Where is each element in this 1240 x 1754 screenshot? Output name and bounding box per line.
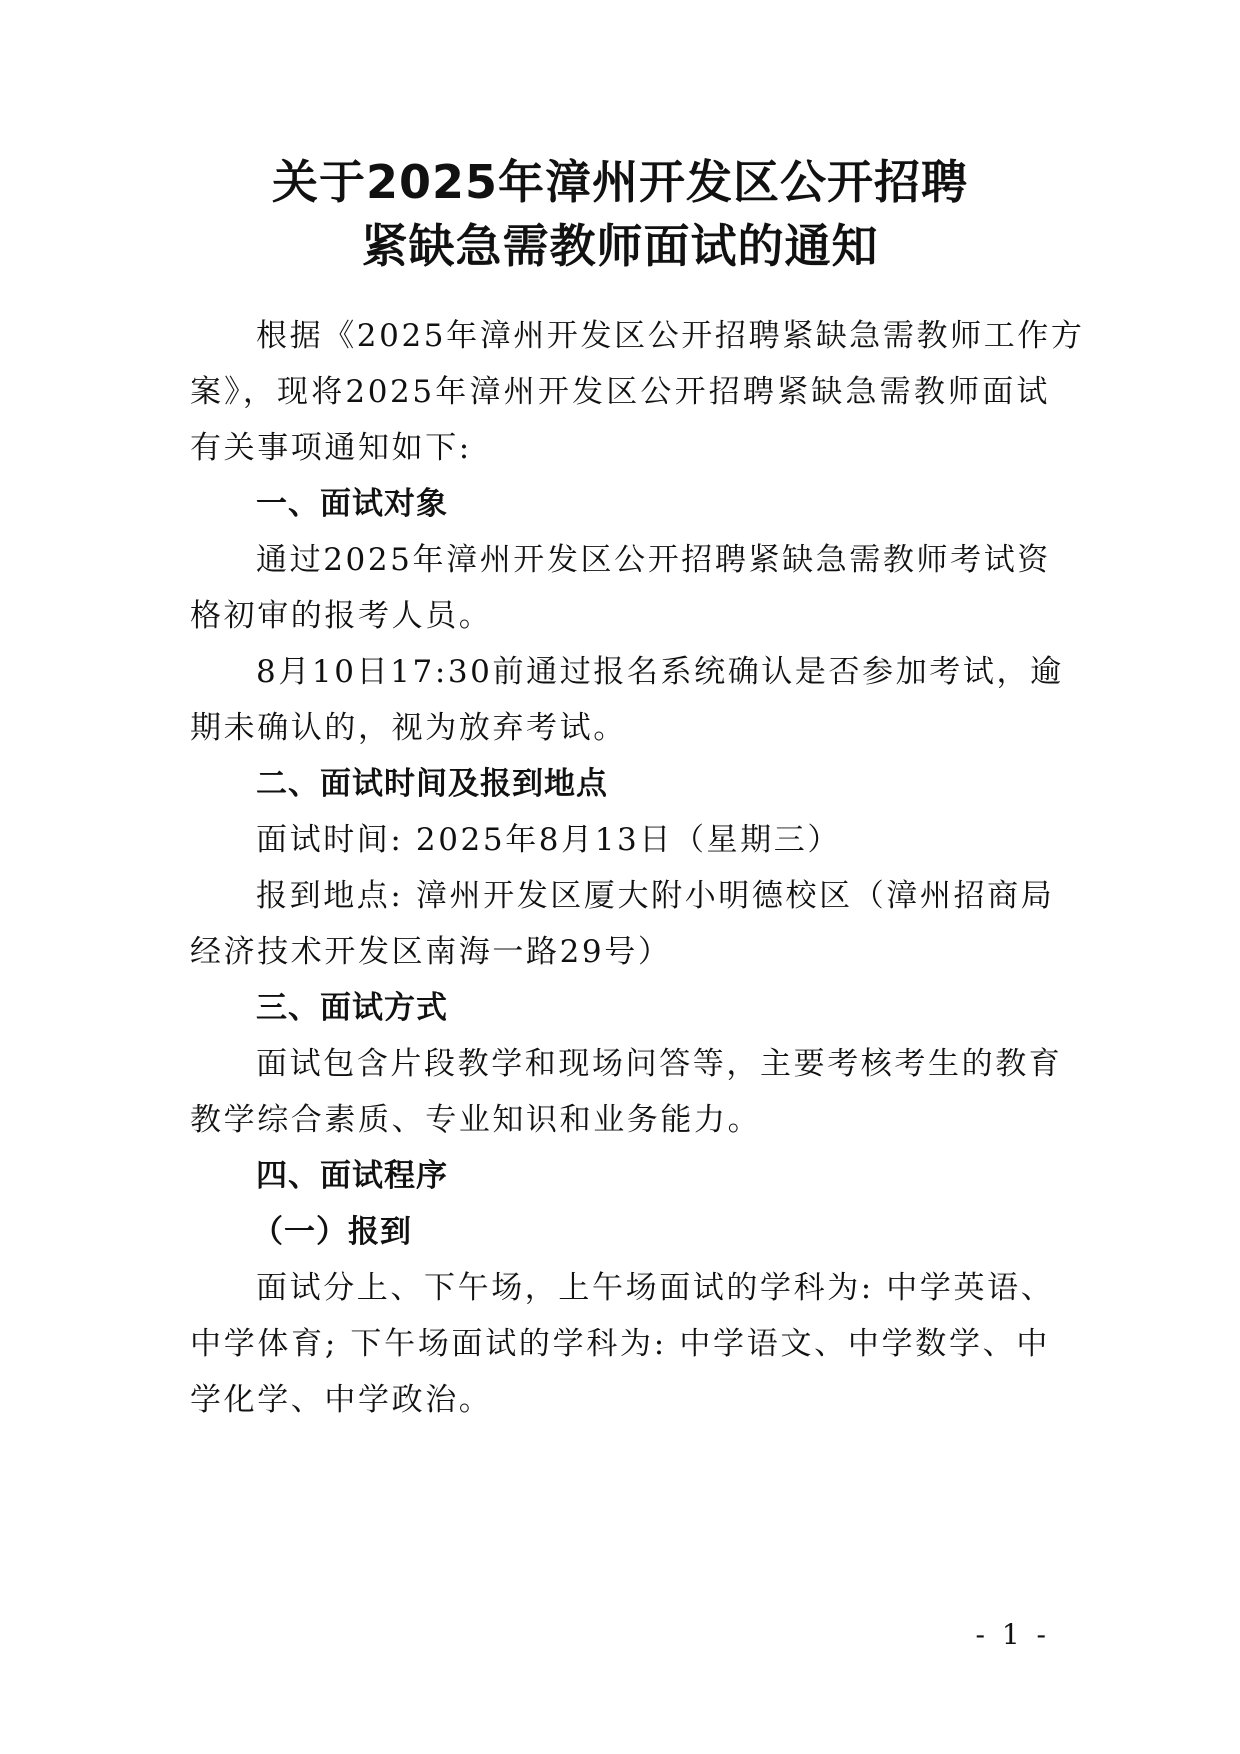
section-1-para-2-line-1: 8月10日17:30前通过报名系统确认是否参加考试，逾	[256, 654, 1064, 690]
section-2-heading: 二、面试时间及报到地点	[256, 766, 608, 802]
section-1-para-2-line-2: 期未确认的，视为放弃考试。	[190, 710, 627, 746]
document-title-line-1: 关于2025年漳州开发区公开招聘	[271, 155, 969, 209]
section-3-line-1: 面试包含片段教学和现场问答等，主要考核考生的教育	[256, 1046, 1063, 1082]
section-1-para-1-line-2: 格初审的报考人员。	[190, 598, 493, 634]
interview-time: 面试时间: 2025年8月13日（星期三）	[256, 822, 841, 858]
section-4-line-3: 学化学、中学政治。	[190, 1382, 493, 1418]
section-4-sub-heading-1: （一）报到	[252, 1214, 412, 1250]
section-1-para-1-line-1: 通过2025年漳州开发区公开招聘紧缺急需教师考试资	[256, 542, 1051, 578]
intro-line-3: 有关事项通知如下:	[190, 430, 472, 466]
section-1-heading: 一、面试对象	[256, 486, 448, 522]
intro-line-1: 根据《2025年漳州开发区公开招聘紧缺急需教师工作方	[256, 318, 1085, 354]
section-4-line-1: 面试分上、下午场，上午场面试的学科为: 中学英语、	[256, 1270, 1055, 1306]
report-place-line-2: 经济技术开发区南海一路29号）	[190, 934, 672, 970]
document-title-line-2: 紧缺急需教师面试的通知	[361, 219, 879, 273]
section-4-line-2: 中学体育; 下午场面试的学科为: 中学语文、中学数学、中	[190, 1326, 1050, 1362]
section-3-line-2: 教学综合素质、专业知识和业务能力。	[190, 1102, 762, 1138]
section-4-heading: 四、面试程序	[256, 1158, 448, 1194]
page-number: - 1 -	[975, 1618, 1050, 1651]
section-3-heading: 三、面试方式	[256, 990, 448, 1026]
report-place-line-1: 报到地点: 漳州开发区厦大附小明德校区（漳州招商局	[256, 878, 1055, 914]
intro-line-2: 案》，现将2025年漳州开发区公开招聘紧缺急需教师面试	[190, 374, 1050, 410]
